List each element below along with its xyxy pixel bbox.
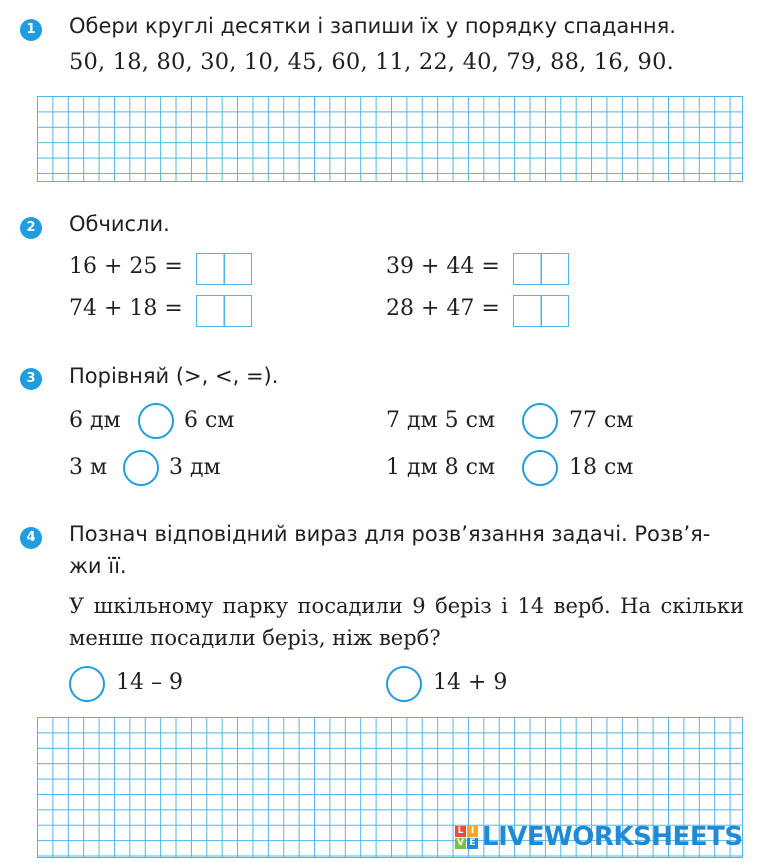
task-3-badge: 3 xyxy=(20,368,42,390)
answer-box-4[interactable] xyxy=(513,295,569,327)
compare-2-right: 77 см xyxy=(569,408,634,433)
answer-box-1[interactable] xyxy=(196,253,252,285)
logo-letter: E xyxy=(467,838,478,849)
task-1-badge: 1 xyxy=(20,19,42,41)
option-circle-2[interactable] xyxy=(386,666,422,702)
compare-circle-2[interactable] xyxy=(522,403,558,439)
task-4-badge: 4 xyxy=(20,527,42,549)
answer-grid-1[interactable] xyxy=(37,96,743,182)
compare-4-right: 18 см xyxy=(569,455,634,480)
logo-mark-icon xyxy=(455,826,478,849)
compare-4-left: 1 дм 8 см xyxy=(386,455,496,480)
compare-3-left: 3 м xyxy=(69,455,108,480)
compare-circle-4[interactable] xyxy=(522,450,558,486)
task-4-instruction-line-2: жи її. xyxy=(69,554,127,578)
task-2-badge: 2 xyxy=(20,217,42,239)
compare-1-left: 6 дм xyxy=(69,408,121,433)
logo-letter: I xyxy=(467,826,478,837)
compare-circle-3[interactable] xyxy=(123,450,159,486)
liveworksheets-logo xyxy=(455,822,743,852)
expression-4: 28 + 47 = xyxy=(386,296,500,321)
logo-letter: L xyxy=(455,826,466,837)
compare-3-right: 3 дм xyxy=(169,455,221,480)
logo-letter: V xyxy=(455,838,466,849)
expression-2: 39 + 44 = xyxy=(386,254,500,279)
option-circle-1[interactable] xyxy=(69,666,105,702)
compare-2-left: 7 дм 5 см xyxy=(386,408,496,433)
compare-1-right: 6 см xyxy=(184,408,235,433)
compare-circle-1[interactable] xyxy=(138,403,174,439)
word-problem: У шкільному парку посадили 9 беріз і 14 верб. На скільки менше посадили беріз, ніж верб? xyxy=(69,594,744,650)
logo-text: LIVEWORKSHEETS xyxy=(482,822,743,852)
task-2-instruction: Обчисли. xyxy=(69,212,170,236)
task-4-instruction-line-1: Познач відповідний вираз для розв’язання задачі. Розв’я- xyxy=(69,522,711,546)
answer-box-3[interactable] xyxy=(196,295,252,327)
expression-1: 16 + 25 = xyxy=(69,254,183,279)
task-1-numbers: 50, 18, 80, 30, 10, 45, 60, 11, 22, 40, 79, 88, 16, 90. xyxy=(69,49,674,75)
option-1-label: 14 – 9 xyxy=(116,670,183,695)
task-1-instruction: Обери круглі десятки і запиши їх у порядку спадання. xyxy=(69,14,676,38)
option-2-label: 14 + 9 xyxy=(433,670,508,695)
task-3-instruction: Порівняй (>, <, =). xyxy=(69,364,279,388)
answer-box-2[interactable] xyxy=(513,253,569,285)
expression-3: 74 + 18 = xyxy=(69,296,183,321)
